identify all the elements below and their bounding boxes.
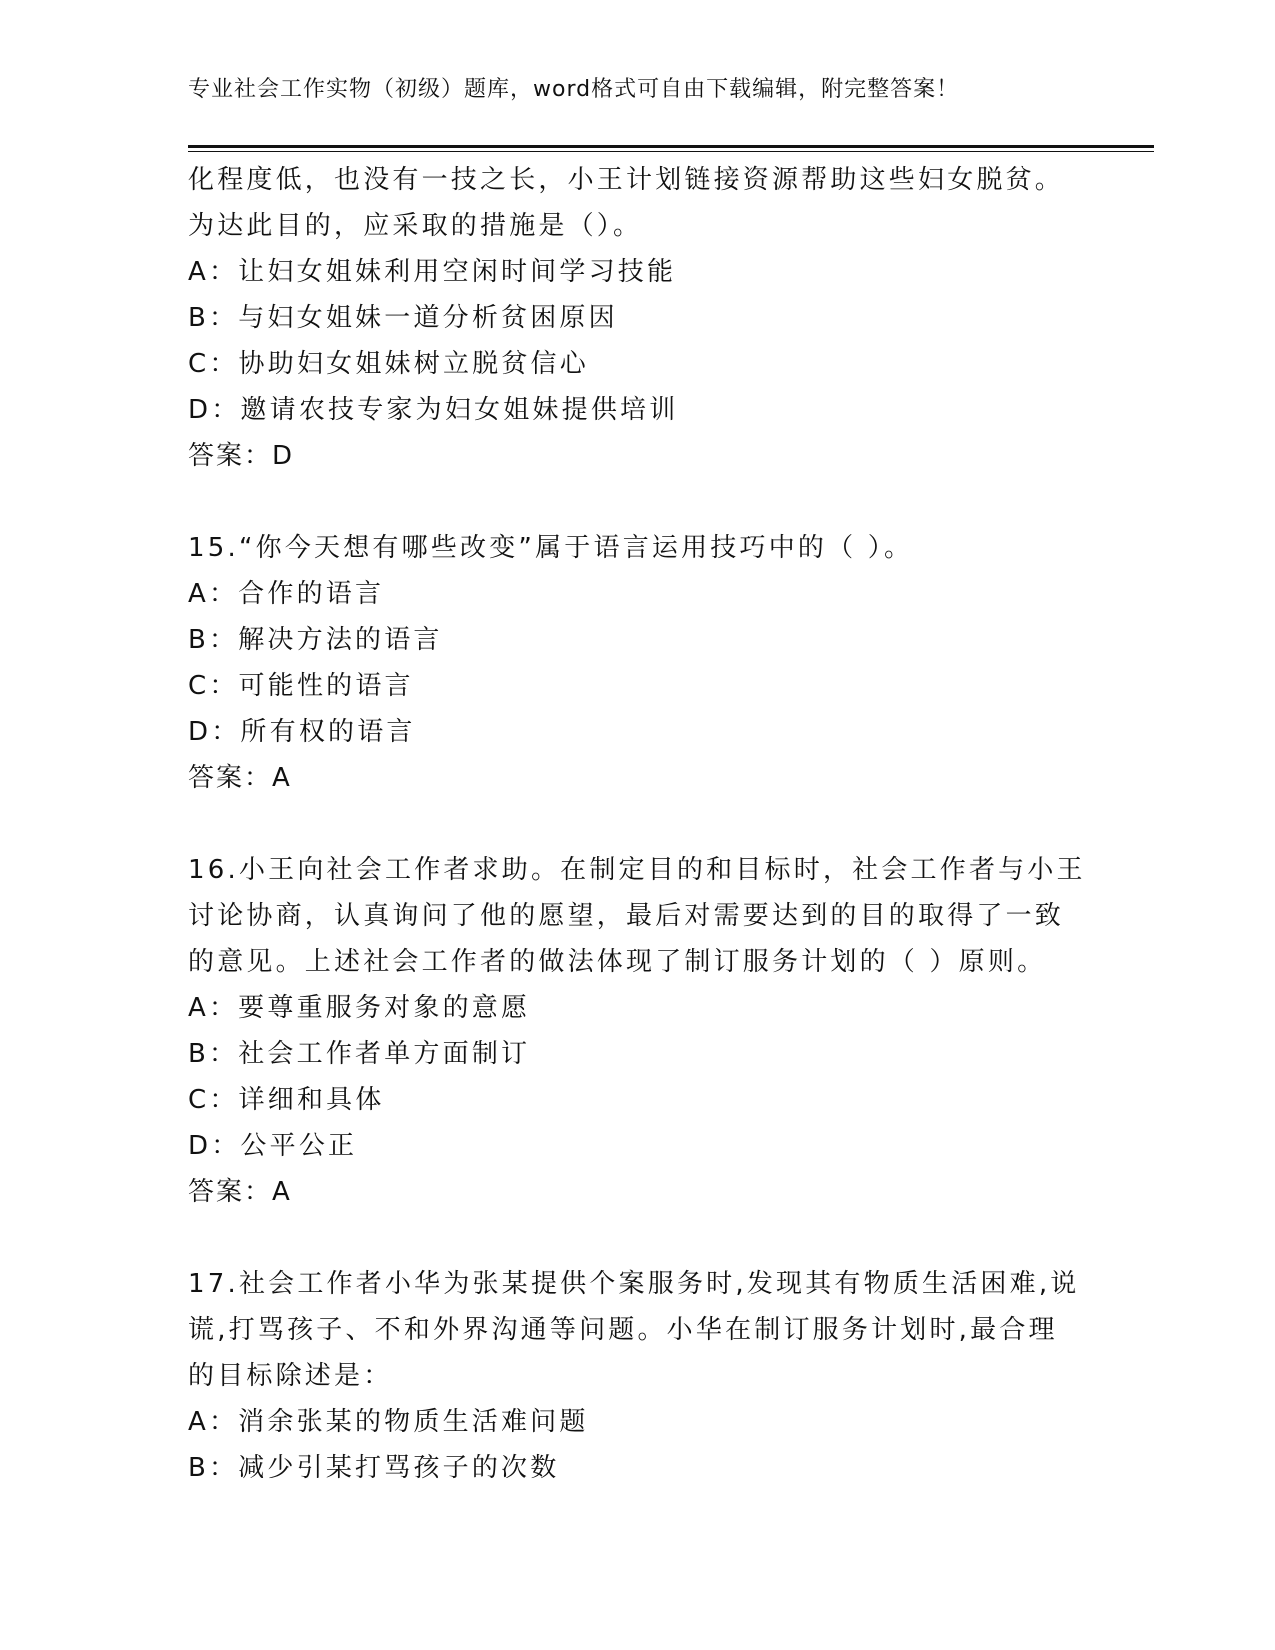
option-c: C：协助妇女姐妹树立脱贫信心 bbox=[188, 349, 589, 379]
option-b: B：与妇女姐妹一道分析贫困原因 bbox=[188, 303, 618, 333]
page-header: 专业社会工作实物（初级）题库，word格式可自由下载编辑，附完整答案！ bbox=[188, 77, 960, 102]
question-15 bbox=[188, 525, 1088, 801]
question-stem-line: 的意见。上述社会工作者的做法体现了制订服务计划的（ ）原则。 bbox=[188, 947, 1047, 977]
option-d: D：公平公正 bbox=[188, 1131, 358, 1161]
question-17 bbox=[188, 1261, 1088, 1491]
option-c: C：可能性的语言 bbox=[188, 671, 414, 701]
option-d: D：邀请农技专家为妇女姐妹提供培训 bbox=[188, 395, 679, 425]
question-stem-line: 为达此目的，应采取的措施是（）。 bbox=[188, 211, 643, 241]
option-b: B：解决方法的语言 bbox=[188, 625, 443, 655]
spacer bbox=[188, 1215, 1088, 1261]
question-stem-line: 的目标除述是： bbox=[188, 1361, 393, 1391]
spacer bbox=[188, 801, 1088, 847]
answer: 答案：A bbox=[188, 1177, 292, 1207]
option-a: A：消余张某的物质生活难问题 bbox=[188, 1407, 589, 1437]
option-a: A：要尊重服务对象的意愿 bbox=[188, 993, 531, 1023]
spacer bbox=[188, 479, 1088, 525]
option-a: A：合作的语言 bbox=[188, 579, 385, 609]
option-b: B：社会工作者单方面制订 bbox=[188, 1039, 531, 1069]
header-divider-thin bbox=[188, 151, 1154, 152]
answer: 答案：A bbox=[188, 763, 292, 793]
question-stem-line: 17.社会工作者小华为张某提供个案服务时,发现其有物质生活困难,说 bbox=[188, 1269, 1080, 1299]
question-stem-line: 化程度低，也没有一技之长，小王计划链接资源帮助这些妇女脱贫。 bbox=[188, 165, 1065, 195]
question-content bbox=[188, 157, 1088, 1491]
question-continuation bbox=[188, 157, 1088, 479]
header-divider-thick bbox=[188, 145, 1154, 148]
option-b: B：减少引某打骂孩子的次数 bbox=[188, 1453, 560, 1483]
answer: 答案：D bbox=[188, 441, 295, 471]
option-c: C：详细和具体 bbox=[188, 1085, 385, 1115]
option-d: D：所有权的语言 bbox=[188, 717, 416, 747]
option-a: A：让妇女姐妹利用空闲时间学习技能 bbox=[188, 257, 677, 287]
question-stem-line: 15.“你今天想有哪些改变”属于语言运用技巧中的（ ）。 bbox=[188, 533, 914, 563]
question-16 bbox=[188, 847, 1088, 1215]
question-stem-line: 谎,打骂孩子、不和外界沟通等问题。小华在制订服务计划时,最合理 bbox=[188, 1315, 1058, 1345]
question-stem-line: 讨论协商，认真询问了他的愿望，最后对需要达到的目的取得了一致 bbox=[188, 901, 1065, 931]
question-stem-line: 16.小王向社会工作者求助。在制定目的和目标时，社会工作者与小王 bbox=[188, 855, 1086, 885]
